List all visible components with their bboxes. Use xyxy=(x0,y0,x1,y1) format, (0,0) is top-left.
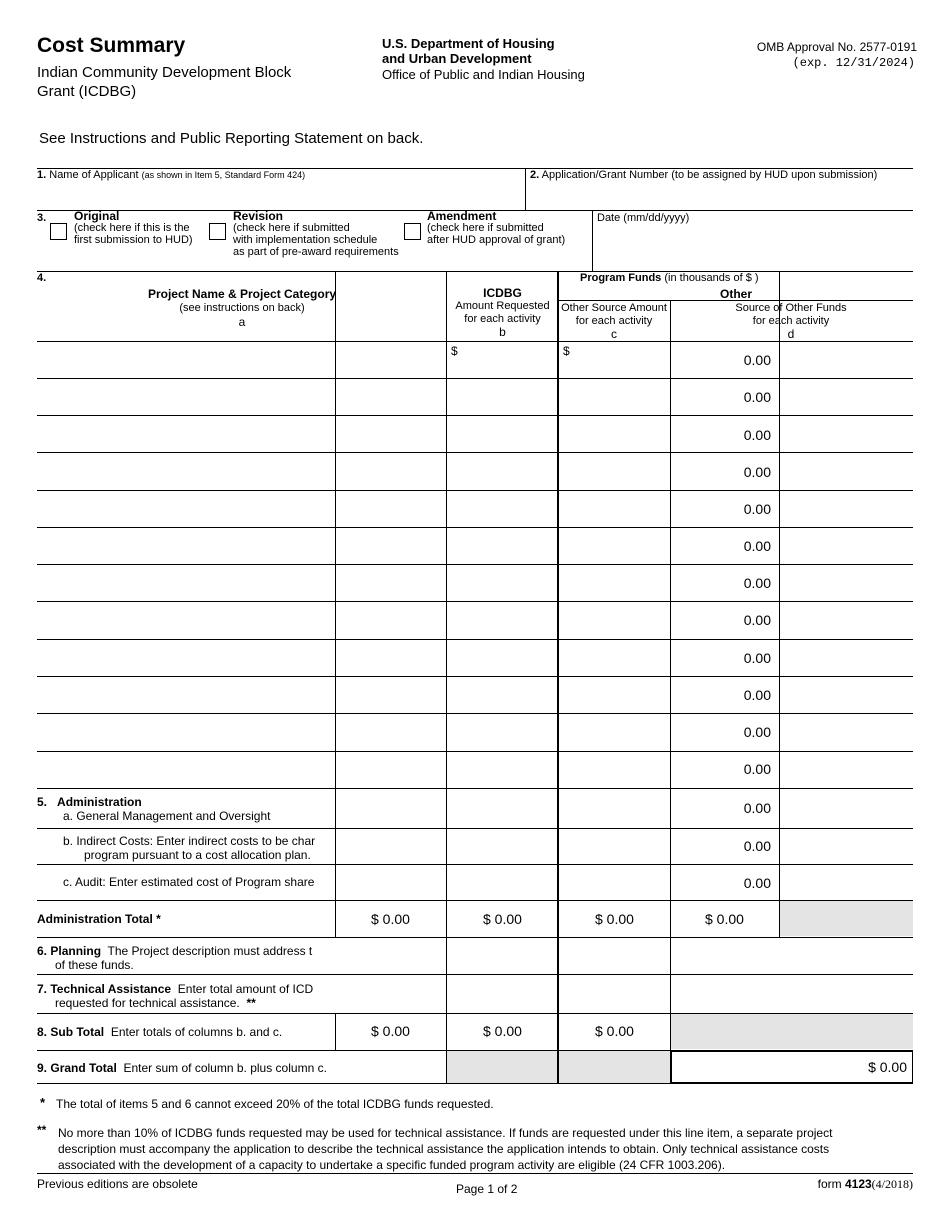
date-field[interactable] xyxy=(597,228,907,266)
shaded-cell xyxy=(780,901,913,936)
instructions-note: See Instructions and Public Reporting Statement on back. xyxy=(39,130,424,147)
admin-indirect-costs: b. Indirect Costs: Enter indirect costs to be char program pursuant to a cost allocation plan. xyxy=(63,834,316,862)
original-checkbox[interactable] xyxy=(50,223,67,240)
admin-total-b: $ 0.00 xyxy=(483,911,522,927)
amendment-checkbox[interactable] xyxy=(404,223,421,240)
row-total: 0.00 xyxy=(743,650,771,666)
date-label: Date (mm/dd/yyyy) xyxy=(597,212,690,224)
shaded-cell xyxy=(559,1051,670,1083)
grant-number-field[interactable] xyxy=(530,183,910,209)
column-a-header: Project Name & Project Category (see instructions on back) a xyxy=(147,287,337,329)
row-total: 0.00 xyxy=(743,724,771,740)
column-b-header: ICDBG Amount Requested for each activity b xyxy=(455,286,550,339)
shaded-cell xyxy=(671,1014,913,1049)
row-total: 0.00 xyxy=(743,612,771,628)
row-total: 0.00 xyxy=(743,501,771,517)
page-title: Cost Summary xyxy=(37,34,186,57)
footnote-double-star: ** xyxy=(37,1123,47,1137)
subtotal-b: $ 0.00 xyxy=(483,1023,522,1039)
item1-label: 1. Name of Applicant (as shown in Item 5, Standard Form 424) xyxy=(37,169,306,181)
original-option: Original (check here if this is the first submission to HUD) xyxy=(74,209,193,246)
footnote-1: The total of items 5 and 6 cannot exceed 20% of the total ICDBG funds requested. xyxy=(56,1097,494,1111)
page-number: Page 1 of 2 xyxy=(456,1182,518,1196)
admin-audit: c. Audit: Enter estimated cost of Program share xyxy=(63,875,315,889)
column-d-header: Source of Other Funds for each activity d xyxy=(735,302,847,341)
omb-expiration: (exp. 12/31/2024) xyxy=(792,56,915,70)
admin-total-d: $ 0.00 xyxy=(705,911,744,927)
footer-obsolete-note: Previous editions are obsolete xyxy=(37,1177,198,1191)
administration-section: 5. Administration a. General Management and Oversight xyxy=(37,795,271,823)
administration-total-label: Administration Total * xyxy=(37,912,161,926)
footnote-2: No more than 10% of ICDBG funds requested may be used for technical assistance. If funds are requested under this line item, a separate project description must accompany the application to describe the technical assistance the application intends to obtain. Only technical assistance costs associated with the development of a capacity to undertake a specific funded program activity are eligible (24 CFR 1003.206). xyxy=(58,1126,833,1172)
subtotal-c: $ 0.00 xyxy=(595,1023,634,1039)
subtotal-label: 8. Sub Total Enter totals of columns b. and c. xyxy=(37,1025,283,1039)
dollar-sign-b: $ xyxy=(451,344,458,358)
admin-total-a: $ 0.00 xyxy=(371,911,410,927)
row-total: 0.00 xyxy=(743,427,771,443)
column-c-header: Other Source Amount for each activity c xyxy=(561,302,667,341)
item4-number: 4. xyxy=(37,272,47,284)
other-header: Other xyxy=(719,287,752,301)
item3-number: 3. xyxy=(37,212,47,224)
footnote-star: * xyxy=(40,1095,46,1110)
omb-approval: OMB Approval No. 2577-0191 xyxy=(756,40,917,54)
dept-line2: and Urban Development xyxy=(382,51,532,66)
form-number: form 4123(4/2018) xyxy=(817,1177,913,1191)
program-funds-header: Program Funds (in thousands of $ ) xyxy=(580,272,759,284)
applicant-name-field[interactable] xyxy=(37,183,523,209)
admin-c-total: 0.00 xyxy=(743,875,771,891)
admin-total-c: $ 0.00 xyxy=(595,911,634,927)
admin-b-total: 0.00 xyxy=(743,838,771,854)
grand-total-label: 9. Grand Total Enter sum of column b. plus column c. xyxy=(37,1061,327,1075)
revision-checkbox[interactable] xyxy=(209,223,226,240)
subtotal-a: $ 0.00 xyxy=(371,1023,410,1039)
grand-total-value: $ 0.00 xyxy=(868,1059,907,1075)
row-total: 0.00 xyxy=(743,761,771,777)
item2-label: 2. Application/Grant Number (to be assigned by HUD upon submission) xyxy=(530,169,878,181)
dollar-sign-c: $ xyxy=(563,344,570,358)
row-total: 0.00 xyxy=(743,538,771,554)
row-total: 0.00 xyxy=(743,687,771,703)
row-total: 0.00 xyxy=(743,464,771,480)
shaded-cell xyxy=(447,1051,557,1083)
amendment-option: Amendment (check here if submitted after HUD approval of grant) xyxy=(427,209,566,246)
row-total: 0.00 xyxy=(743,389,771,405)
office-name: Office of Public and Indian Housing xyxy=(382,67,585,82)
form-subtitle: Indian Community Development Block Grant (ICDBG) xyxy=(37,64,292,100)
technical-assistance-row: 7. Technical Assistance Enter total amount of ICD requested for technical assistance. ** xyxy=(37,982,314,1010)
row-total: 0.00 xyxy=(743,352,771,368)
revision-option: Revision (check here if submitted with implementation schedule as part of pre-award requirements xyxy=(233,209,399,258)
planning-row: 6. Planning The Project description must address t of these funds. xyxy=(37,944,313,972)
dept-line1: U.S. Department of Housing xyxy=(382,36,555,51)
row-total: 0.00 xyxy=(743,575,771,591)
admin-a-total: 0.00 xyxy=(743,800,771,816)
